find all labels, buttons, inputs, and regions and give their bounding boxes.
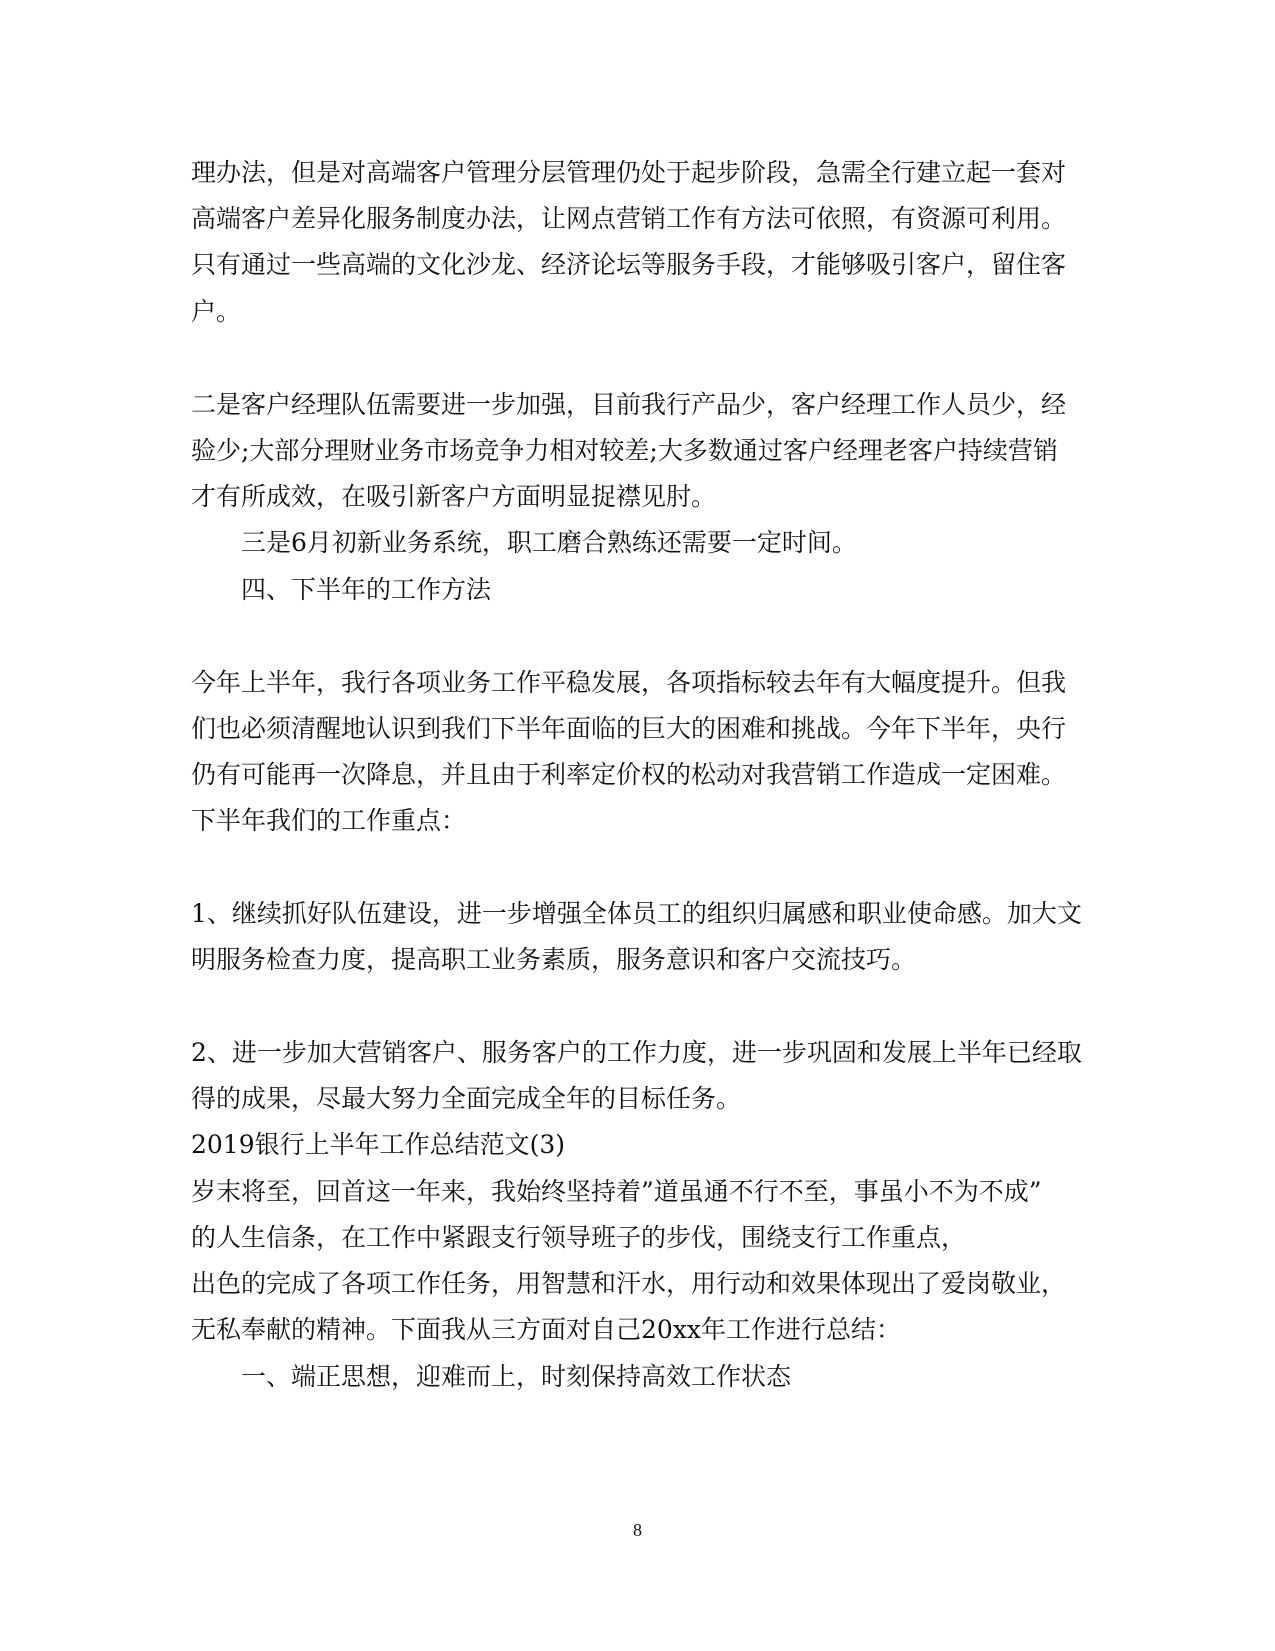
text-line: 们也必须清醒地认识到我们下半年面临的巨大的困难和挑战。今年下半年，央行 [191,714,1067,743]
text-line: 得的成果，尽最大努力全面完成全年的目标任务。 [191,1084,742,1113]
text-line: 明服务检查力度，提高职工业务素质，服务意识和客户交流技巧。 [191,945,917,974]
text-line: 高端客户差异化服务制度办法，让网点营销工作有方法可依照，有资源可利用。 [191,204,1067,233]
section-heading: 一、端正思想，迎难而上，时刻保持高效工作状态 [241,1362,792,1391]
text-line: 2、进一步加大营销客户、服务客户的工作力度，进一步巩固和发展上半年已经取 [191,1038,1082,1067]
text-line: 只有通过一些高端的文化沙龙、经济论坛等服务手段，才能够吸引客户，留住客 [191,250,1067,279]
text-line: 才有所成效，在吸引新客户方面明显捉襟见肘。 [191,482,717,511]
page-number: 8 [633,1520,642,1540]
text-line: 今年上半年，我行各项业务工作平稳发展，各项指标较去年有大幅度提升。但我 [191,668,1067,697]
text-line: 户。 [191,297,242,326]
text-line: 出色的完成了各项工作任务，用智慧和汗水，用行动和效果体现出了爱岗敬业， [191,1269,1067,1298]
text-line: 三是6月初新业务系统，职工磨合熟练还需要一定时间。 [241,528,857,557]
text-line: 1、继续抓好队伍建设，进一步增强全体员工的组织归属感和职业使命感。加大文 [191,899,1082,928]
section-heading: 四、下半年的工作方法 [241,575,492,604]
text-line: 理办法，但是对高端客户管理分层管理仍处于起步阶段，急需全行建立起一套对 [191,158,1067,187]
text-line: 的人生信条，在工作中紧跟支行领导班子的步伐，围绕支行工作重点， [191,1223,967,1252]
text-line: 无私奉献的精神。下面我从三方面对自己20xx年工作进行总结： [191,1315,902,1344]
text-line: 仍有可能再一次降息，并且由于利率定价权的松动对我营销工作造成一定困难。 [191,760,1067,789]
text-line: 岁末将至，回首这一年来，我始终坚持着”道虽通不行不至，事虽小不为不成” [191,1177,1042,1206]
text-line: 二是客户经理队伍需要进一步加强，目前我行产品少，客户经理工作人员少，经 [191,390,1067,419]
text-line: 下半年我们的工作重点： [191,806,467,835]
text-line: 验少;大部分理财业务市场竞争力相对较差;大多数通过客户经理老客户持续营销 [191,436,1058,465]
document-subtitle: 2019银行上半年工作总结范文(3) [191,1130,566,1159]
